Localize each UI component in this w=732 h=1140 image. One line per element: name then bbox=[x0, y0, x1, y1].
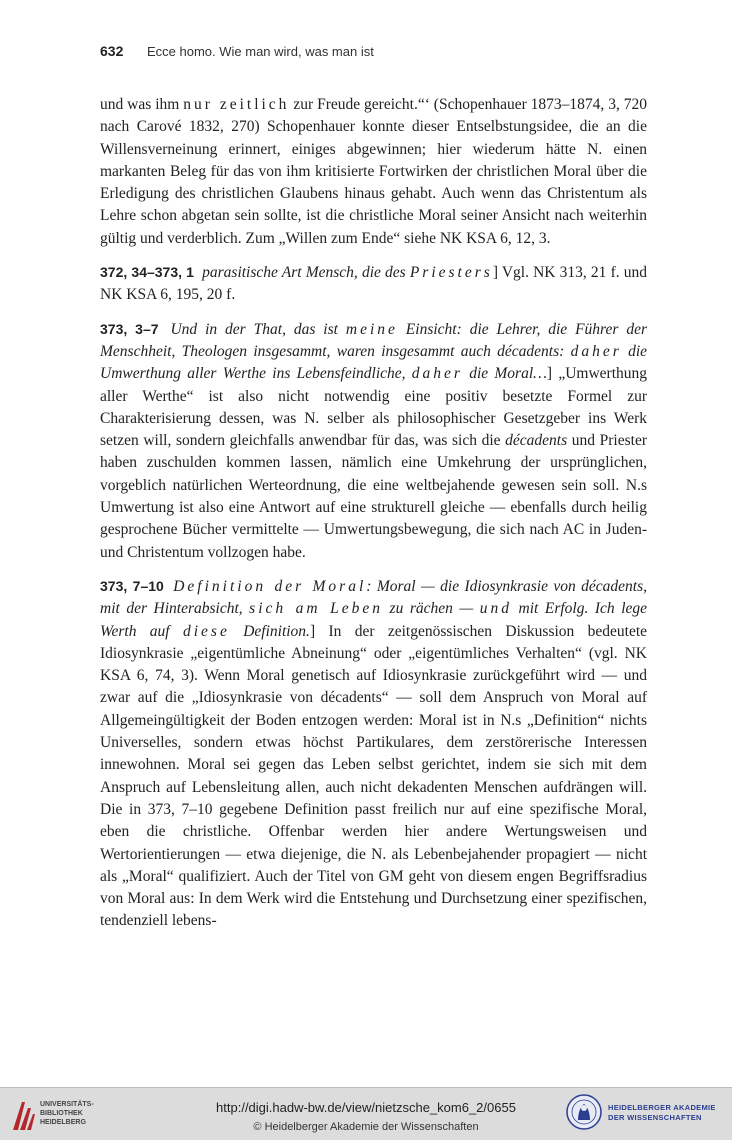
lemma: die Umwerthung aller Werthe ins Lebensfeindliche, bbox=[100, 342, 648, 383]
academy-seal-icon bbox=[566, 1094, 602, 1130]
page-number: 632 bbox=[100, 43, 124, 59]
paragraph bbox=[100, 94, 647, 250]
commentary-text: und Priester haben zuschulden kommen lassen, nämlich eine Umkehrung der ursprünglichen, vorgeblich natürlichen Werteordnung, die eine weltbejahende gewesen sein soll. N.s Umwertung ist also eine Antwort auf eine strukturell gleiche — ebenfalls durch heilig gesprochene Bücher vermittelte — Umwertungsbewegung, die sich nach AC in Juden- und Christentum vollzogen habe. bbox=[100, 432, 647, 561]
academy-logo bbox=[566, 1094, 726, 1134]
academy-logo-line: HEIDELBERGER AKADEMIE bbox=[608, 1103, 716, 1112]
footer-bar bbox=[0, 1087, 732, 1140]
running-header bbox=[100, 43, 660, 59]
lemma: Und in der That, das ist bbox=[170, 320, 346, 338]
text-run: zur Freude gereicht.“‘ (Schopenhauer 1873–1874, 3, 720 nach Carové 1832, 270) Schopenhauer konnte dieser Entselbstungsidee, die an die Willensverneinung erinnert, einiges abgewinnen; hier wiederum hätte N. einen markanten Beleg für das von ihm kritisierte Fortwirken der christlichen Moral über die Erledigung des christlichen Glaubens hinaus gehabt. Auch wenn das Christentum als Lehre schon abgetan sein sollte, ist die christliche Moral seiner Ansicht nach weiterhin gültig und verderblich. Zum „Willen zum Ende“ siehe NK KSA 6, 12, 3. bbox=[100, 96, 648, 247]
lemma-spaced: und bbox=[479, 600, 512, 618]
lemma-spaced: Definition der Moral bbox=[173, 577, 367, 595]
commentary-entry bbox=[100, 261, 647, 307]
commentary-text: ] „Umwerthung aller Werthe“ ist also nicht notwendig eine positiv besetzte Formel zur Charakterisierung dessen, was N. selber als philosophischer Gesetzgeber ins Werk setzen will, sondern gleichfalls anwendbar für das, was sich die bbox=[100, 365, 648, 450]
commentary-text: ] Vgl. NK 313, 21 f. und NK KSA 6, 195, 20 f. bbox=[100, 264, 648, 304]
lemma-spaced: sich am Leben bbox=[249, 600, 384, 618]
italic-term: décadents bbox=[505, 432, 568, 450]
running-title: Ecce homo. Wie man wird, was man ist bbox=[146, 44, 374, 59]
lemma: Einsicht: die Lehrer, die Führer der Menschheit, Theologen insgesammt, waren insgesammt auch décadents: bbox=[100, 320, 648, 360]
permalink-url[interactable]: http://digi.hadw-bw.de/view/nietzsche_kom6_2/0655 bbox=[216, 1100, 516, 1115]
copyright-notice: © Heidelberger Akademie der Wissenschaften bbox=[253, 1121, 479, 1133]
lemma: mit Erfolg. Ich lege Werth auf bbox=[100, 600, 648, 640]
lemma: Definition. bbox=[229, 622, 310, 640]
body-text bbox=[100, 94, 647, 944]
lemma: parasitische Art Mensch, die des bbox=[202, 264, 410, 282]
line-reference: 373, 7–10 bbox=[100, 577, 164, 594]
academy-logo-line: DER WISSENSCHAFTEN bbox=[608, 1113, 702, 1122]
library-logo-line: HEIDELBERG bbox=[40, 1119, 86, 1126]
library-logo-line: BIBLIOTHEK bbox=[40, 1110, 83, 1117]
lemma: zu rächen — bbox=[383, 600, 480, 618]
commentary-entry bbox=[100, 318, 647, 564]
library-logo-line: UNIVERSITÄTS- bbox=[40, 1101, 94, 1108]
commentary-text: ] In der zeitgenössischen Diskussion bedeutete Idiosynkrasie „eigentümliche Abneinung“ oder „eigentümliches Verhalten“ (vgl. NK KSA 6, 74, 3). Wenn Moral genetisch auf Idiosynkrasie zurückgeführt wird — und zwar auf die „Idiosynkrasie von décadents“ — soll dem Anspruch von Moral auf Allgemeingültigkeit der Boden entzogen werden: Moral ist in N.s „Definition“ nichts Universelles, sondern etwas höchst Partikulares, dem zerstörerische Interessen innewohnen. Moral sei gegen das Leben selbst gerichtet, indem sie sich mit dem Anspruch auf Lebensleitung allen, auch nicht dekadenten Menschen aufdrängen will. Die in 373, 7–10 gegebene Definition passt freilich nur auf eine spezifische Moral, eben die christliche. Offenbar werden hier andere Wertungsweisen und Wertorientierungen — etwa diejenige, die N. als Lebenbejahender propagiert — nicht als „Moral“ qualifiziert. Auch der Titel von GM geht von diesem engen Begriffsradius von Moral aus: In dem Werk wird die Entstehung und Durchsetzung einer spezifischen, tendenziell lebens- bbox=[100, 622, 648, 930]
lemma-spaced: daher bbox=[411, 365, 463, 383]
lemma: die Moral… bbox=[462, 365, 547, 383]
lemma-spaced: Priesters bbox=[409, 264, 493, 282]
lemma-spaced: meine bbox=[345, 320, 398, 338]
commentary-entry bbox=[100, 575, 647, 933]
line-reference: 373, 3–7 bbox=[100, 320, 159, 337]
lemma-spaced: daher bbox=[570, 342, 622, 360]
line-reference: 372, 34–373, 1 bbox=[100, 264, 194, 281]
lemma: : Moral — die Idiosynkrasie von décadents, mit der Hinterabsicht, bbox=[100, 577, 648, 618]
spaced-emphasis: nur zeitlich bbox=[183, 96, 290, 113]
lemma-spaced: diese bbox=[182, 622, 230, 640]
text-run: und was ihm bbox=[100, 96, 184, 113]
